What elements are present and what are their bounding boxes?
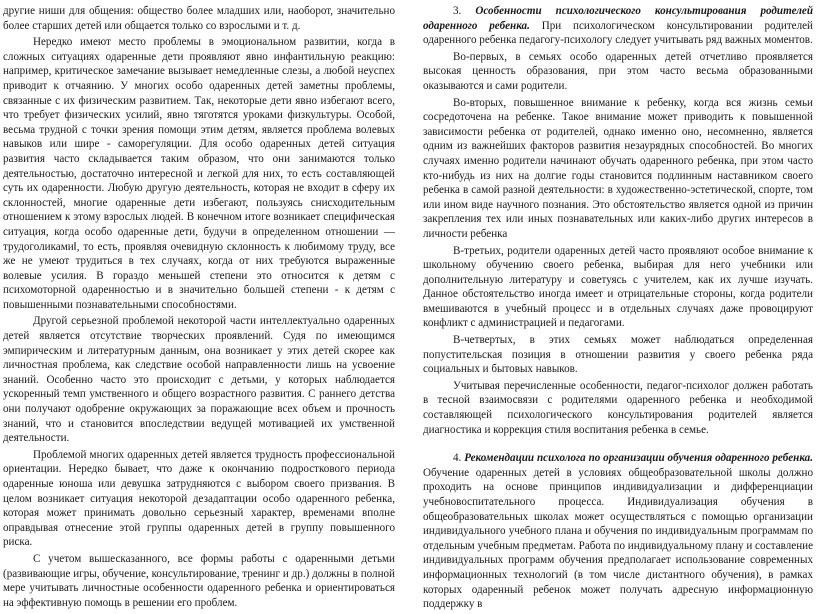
section-heading: Особенности психологического консультирования родителей одаренного ребенка. [423,5,814,32]
paragraph: В-третьих, родители одаренных детей часто проявляют особое внимание к школьному обучению своего ребенка, выбирая для него учебники или дополнительную литературу и советуясь с учителем, как их лучше изучать. Данное обстоятельство иногда имеет и отрицательные стороны, когда родители вмешиваются в учебный процесс и в отдельных случаях даже провоцируют конфликт с администрацией и педагогами. [423,244,813,330]
paragraph: другие ниши для общения: общество более младших или, наоборот, значительно более старших детей или общается только со взрослыми и т. д. [3,5,395,32]
section-number: 4. [453,452,462,465]
section-heading: Рекомендации психолога по организации обучения одаренного ребенка. [464,452,813,465]
left-column [3,4,395,612]
paragraph: Другой серьезной проблемой некоторой части интеллектуально одаренных детей является отсутствие творческих проявлений. Судя по имеющимся эмпирическим и литературным данным, она возникает у этих детей скорее как личностная проблема, как следствие особой направленности лишь на усвоение знаний. Особенно часто это происходит с детьми, у которых наблюдается ускоренный темп умственного и общего возрастного развития. С раннего детства они получают одобрение окружающих за поражающие всех объем и прочность знаний, что и становится впоследствии ведущей мотивацией их умственной деятельности. [3,315,395,445]
section-4-paragraph [423,451,813,612]
paragraph: В-четвертых, в этих семьях может наблюдаться определенная попустительская позиция в отношении развития у своего ребенка ряда социальных и бытовых навыков. [423,334,813,376]
paragraph: Во-первых, в семьях особо одаренных детей отчетливо проявляется высокая ценность образования, при этом часто весьма образованными оказываются и сами родители. [423,50,813,92]
section-3-paragraph [423,4,813,48]
paragraph: Проблемой многих одаренных детей является трудность профессиональной ориентации. Нередко бывает, что даже к окончанию подросткового периода одаренные юноша или девушка затрудняются с выбором своего призвания. В целом возникает ситуация некоторой дезадаптации особо одаренного ребенка, которая может принимать довольно серьезный характер, временами вполне оправдывая отнесение этой группы одаренных детей в группу повышенного риска. [3,448,395,549]
right-column [423,4,813,614]
section-number: 3. [453,5,462,17]
paragraph: Учитывая перечисленные особенности, педагог-психолог должен работать в тесной взаимосвязи с родителями одаренного ребенка и необходимой составляющей психологического консультирования родителей является диагностика и коррекция стиля воспитания ребенка в семье. [423,379,813,436]
section-text: При психологическом консультировании родителей одаренного ребенка педагогу-психологу следует учитывать ряд важных моментов. [423,19,813,47]
spacer [423,439,813,451]
paragraph: Во-вторых, повышенное внимание к ребенку, когда вся жизнь семьи сосредоточена на ребенке. Такое внимание может приводить к повышенной зависимости ребенка от родителей, однако именно оно, несомненно, является одним из важнейших факторов развития незаурядных способностей. Во многих случаях именно родители начинают обучать одаренного ребенка, при этом часто кто-нибудь из них на долгие годы становится подлинным наставником своего ребенка в самой разной деятельности: в художественно-эстетической, спорте, том или ином виде научного познания. Это обстоятельство является одной из причин закрепления тех или иных познавательных или каких-либо других интересов в личности ребенка [423,96,813,240]
paragraph: С учетом вышесказанного, все формы работы с одаренными детьми (развивающие игры, обучение, консультирование, тренинг и др.) должны в полной мере учитывать личностные особенности одаренного ребенка и ориентироваться на эффективную помощь в решении его проблем. [3,552,395,609]
section-text: Обучение одаренных детей в условиях общеобразовательной школы должно проходить на основе принципов индивидуализации и дифференциации учебновоспитательного процесса. Индивидуализация обучения в общеобразовательных школах может осуществляться с помощью организации индивидуального учебного плана и обучения по индивидуальным программам по отдельным учебным предметам. Работа по индивидуальному плану и составление индивидуальных программ обучения предполагает использование современных информационных технологий (в том числе дистантного обучения), в рамках которых одаренный ребенок может получать адресную информационную поддержку в [423,466,813,611]
paragraph: Нередко имеют место проблемы в эмоциональном развитии, когда в сложных ситуациях одаренные дети проявляют явно инфантильную реакцию: например, критическое замечание вызывает немедленные слезы, а любой неуспех приводит к отчаянию. У многих особо одаренных детей заметны проблемы, связанные с их физическим развитием. Так, некоторые дети явно избегают всего, что требует физических усилий, явно тяготятся уроками физкультуры. Особой, весьма трудной с точки зрения помощи этим детям, является проблема волевых навыков или шире - саморегуляции. Для особо одаренных детей ситуация развития часто складывается таким образом, что они занимаются только деятельностью, достаточно интересной и легкой для них, то есть составляющей суть их одаренности. Любую другую деятельность, которая не входит в сферу их склонностей, многие одаренные дети избегают, пользуясь снисходительным отношением к этому взрослых людей. В конечном итоге возникает специфическая ситуация, когда особо одаренные дети, будучи в определенном отношении —трудоголиками‖, то есть, проявляя очевидную склонность к любимому труду, все же не умеют трудиться в тех случаях, когда от них требуются выраженные волевые усилия. В гораздо меньшей степени это относится к детям с психомоторной одаренностью и в значительно большей степени - к детям с повышенными познавательными способностями. [3,36,395,311]
